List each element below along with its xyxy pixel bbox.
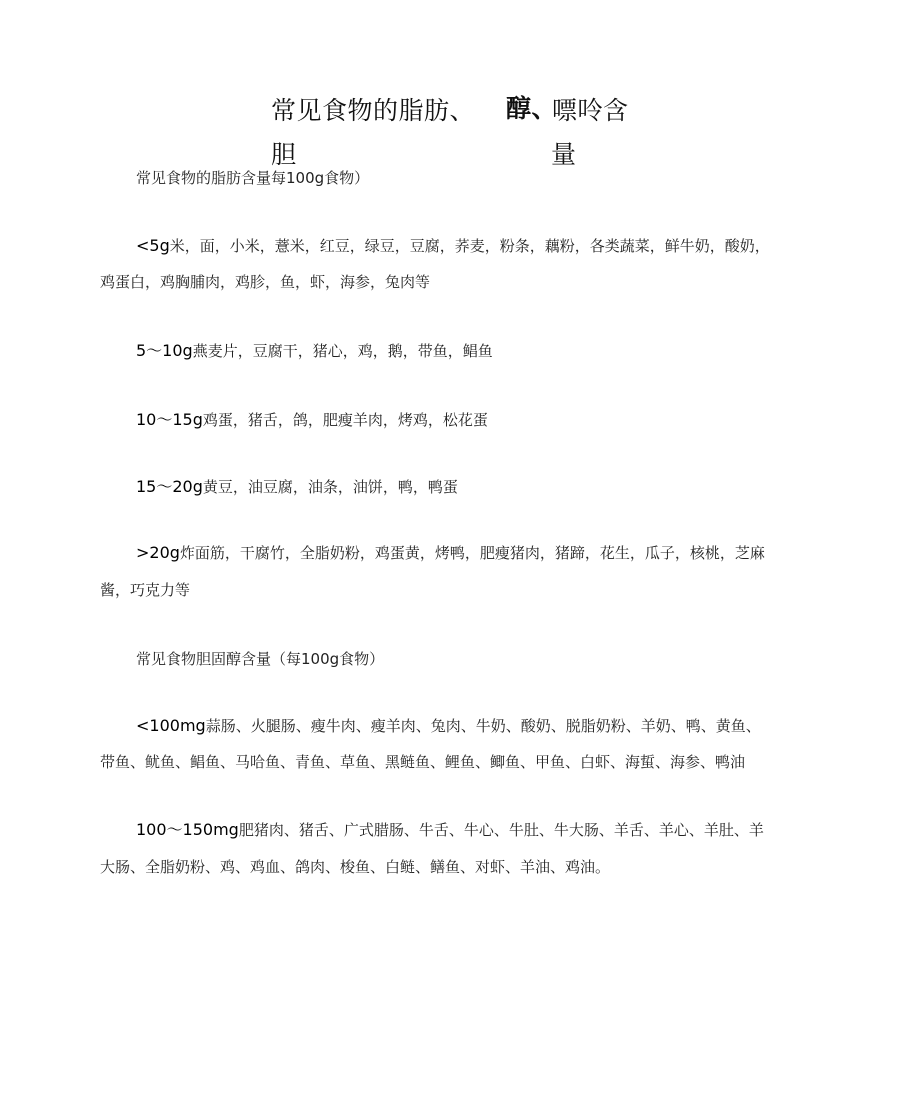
cholesterol-item-line-continued: 大肠、全脂奶粉、鸡、鸡血、鸽肉、梭鱼、白鲢、鳝鱼、对虾、羊油、鸡油。 xyxy=(100,858,611,876)
fat-item-line xyxy=(136,410,488,430)
fat-range-label: 15～20g xyxy=(136,477,203,496)
fat-foods-text: 米，面，小米，薏米，红豆，绿豆，豆腐，荞麦，粉条，藕粉，各类蔬菜，鲜牛奶，酸奶， xyxy=(169,237,770,255)
fat-item-line xyxy=(136,341,493,361)
fat-item-line xyxy=(136,236,770,256)
title-fragment-1: 常见食物的脂肪、 xyxy=(271,96,476,125)
title-fragment-4: 胆 xyxy=(271,140,297,169)
fat-foods-text: 燕麦片，豆腐干，猪心，鸡，鹅，带鱼，鲳鱼 xyxy=(192,342,493,360)
title-fragment-3: 嘌呤含 xyxy=(552,96,629,125)
fat-range-label: <5g xyxy=(136,236,170,255)
title-fragment-5: 量 xyxy=(551,140,577,169)
fat-item-line xyxy=(136,543,765,563)
cholesterol-item-line-continued: 带鱼、鱿鱼、鲳鱼、马哈鱼、青鱼、草鱼、黑鲢鱼、鲤鱼、鲫鱼、甲鱼、白虾、海蜇、海参、鸭油 xyxy=(100,753,746,771)
fat-range-label: 5～10g xyxy=(136,341,193,360)
cholesterol-range-label: 100～150mg xyxy=(136,820,239,839)
fat-foods-text: 鸡蛋，猪舌，鸽，肥瘦羊肉，烤鸡，松花蛋 xyxy=(202,411,488,429)
fat-item-line-continued: 鸡蛋白，鸡胸脯肉，鸡胗，鱼，虾，海参，兔肉等 xyxy=(100,273,431,291)
fat-section-heading: 常见食物的脂肪含量每100g食物） xyxy=(136,169,370,187)
cholesterol-range-label: <100mg xyxy=(136,716,206,735)
fat-range-label: 10～15g xyxy=(136,410,203,429)
fat-foods-text: 炸面筋，干腐竹，全脂奶粉，鸡蛋黄，烤鸭，肥瘦猪肉，猪蹄，花生，瓜子，核桃，芝麻 xyxy=(179,544,765,562)
cholesterol-foods-text: 蒜肠、火腿肠、瘦牛肉、瘦羊肉、兔肉、牛奶、酸奶、脱脂奶粉、羊奶、鸭、黄鱼、 xyxy=(205,717,761,735)
cholesterol-foods-text: 肥猪肉、猪舌、广式腊肠、牛舌、牛心、牛肚、牛大肠、羊舌、羊心、羊肚、羊 xyxy=(238,821,764,839)
fat-foods-text: 黄豆，油豆腐，油条，油饼，鸭，鸭蛋 xyxy=(202,478,458,496)
title-fragment-2: 醇、 xyxy=(506,94,558,123)
cholesterol-item-line xyxy=(136,716,761,736)
fat-item-line xyxy=(136,477,458,497)
cholesterol-item-line xyxy=(136,820,764,840)
fat-item-line-continued: 酱，巧克力等 xyxy=(100,581,191,599)
cholesterol-section-heading: 常见食物胆固醇含量（每100g食物） xyxy=(136,650,385,668)
fat-range-label: >20g xyxy=(136,543,180,562)
